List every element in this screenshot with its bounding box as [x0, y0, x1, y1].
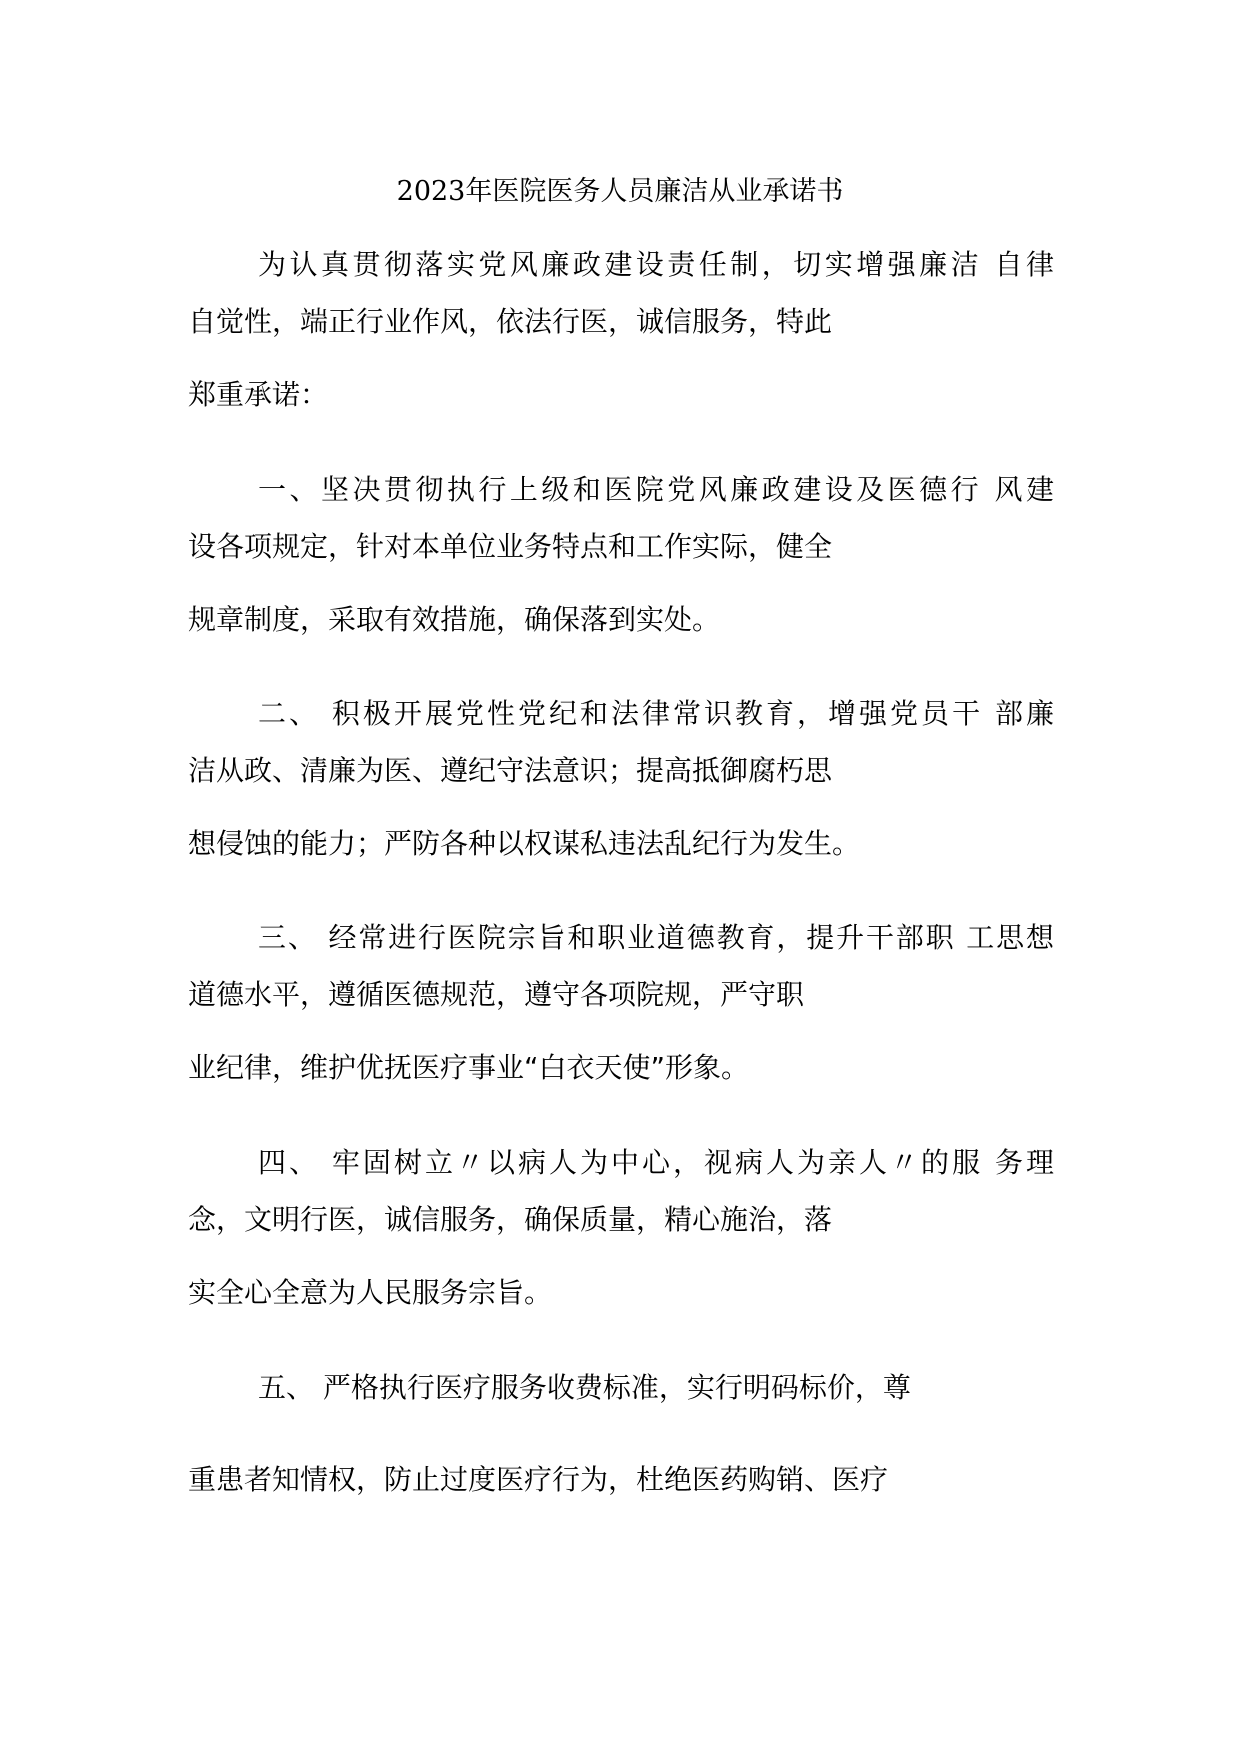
item-2-line-3: 想侵蚀的能力；严防各种以权谋私违法乱纪行为发生。	[188, 827, 861, 860]
intro-line-1: 为认真贯彻落实党风廉政建设责任制，切实增强廉洁 自律	[258, 248, 1054, 281]
item-1-line-2: 设各项规定，针对本单位业务特点和工作实际，健全	[188, 530, 833, 563]
item-4-line-3: 实全心全意为人民服务宗旨。	[188, 1276, 553, 1309]
intro-line-2: 自觉性，端正行业作风，依法行医，诚信服务，特此	[188, 305, 833, 338]
item-5-line-2: 重患者知情权，防止过度医疗行为，杜绝医药购销、医疗	[188, 1463, 889, 1496]
item-2-line-1: 二、 积极开展党性党纪和法律常识教育，增强党员干 部廉	[258, 697, 1054, 730]
item-3-line-1: 三、 经常进行医院宗旨和职业道德教育，提升干部职 工思想	[258, 921, 1054, 954]
item-3-line-2: 道德水平，遵循医德规范，遵守各项院规，严守职	[188, 978, 805, 1011]
item-4-line-1: 四、 牢固树立〃以病人为中心，视病人为亲人〃的服 务理	[258, 1146, 1054, 1179]
intro-line-3: 郑重承诺：	[188, 378, 329, 411]
item-3-line-3: 业纪律，维护优抚医疗事业“白衣天使”形象。	[188, 1051, 750, 1084]
item-4-line-2: 念，文明行医，诚信服务，确保质量，精心施治，落	[188, 1203, 833, 1236]
document-title: 2023年医院医务人员廉洁从业承诺书	[396, 176, 844, 207]
item-5-line-1: 五、 严格执行医疗服务收费标准，实行明码标价，尊	[258, 1371, 911, 1404]
item-1-line-1: 一、坚决贯彻执行上级和医院党风廉政建设及医德行 风建	[258, 473, 1054, 506]
item-1-line-3: 规章制度，采取有效措施，确保落到实处。	[188, 603, 721, 636]
item-2-line-2: 洁从政、清廉为医、遵纪守法意识；提高抵御腐朽思	[188, 754, 833, 787]
